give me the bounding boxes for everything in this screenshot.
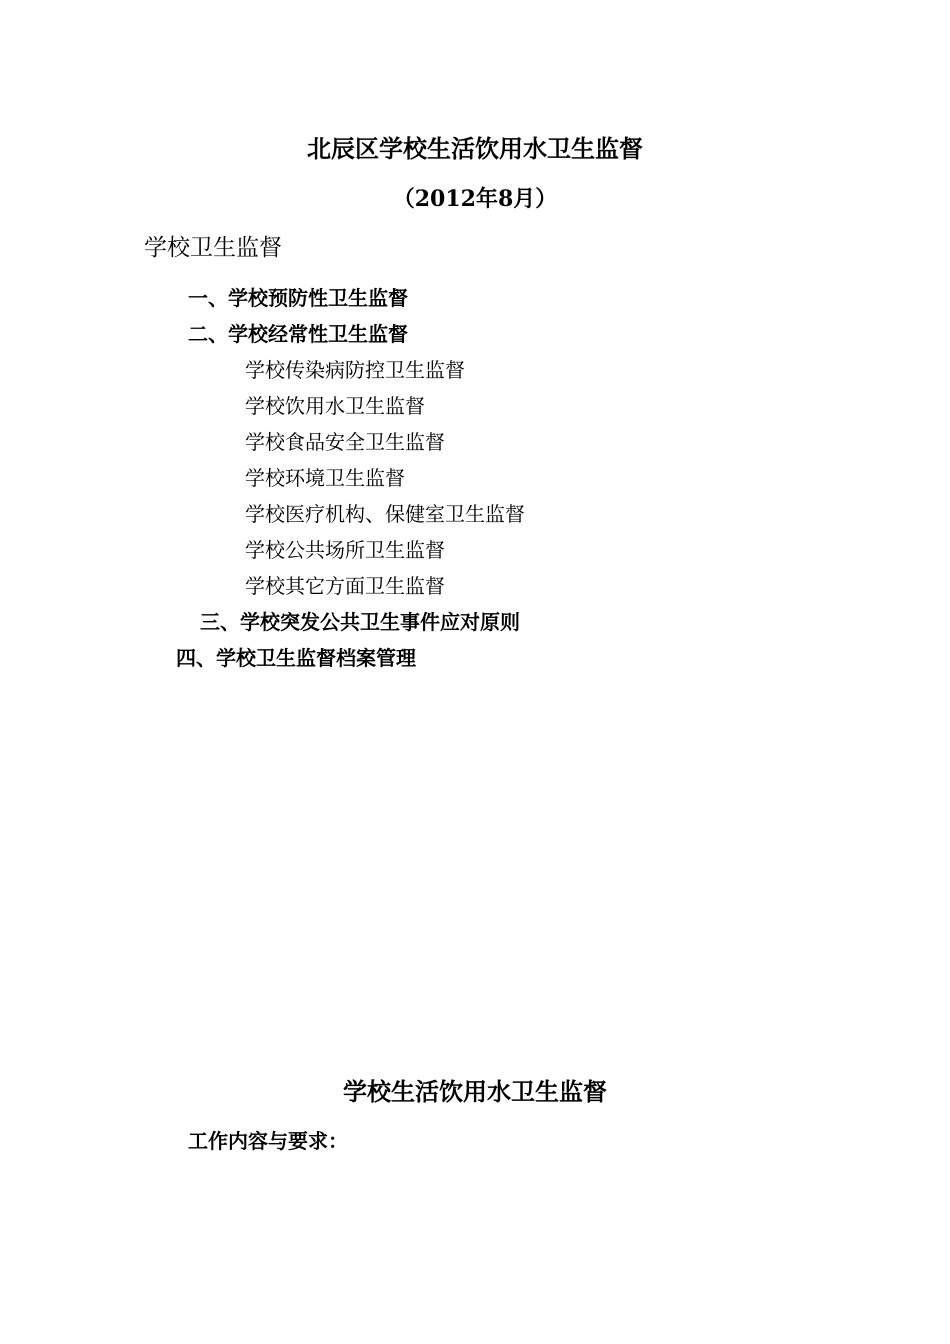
toc-sub-item: 学校医疗机构、保健室卫生监督 xyxy=(245,502,525,526)
toc-item-3: 三、学校突发公共卫生事件应对原则 xyxy=(200,610,520,634)
work-content-label: 工作内容与要求： xyxy=(188,1129,348,1153)
page2-title: 学校生活饮用水卫生监督 xyxy=(343,1077,607,1106)
document-date: （2012年8月） xyxy=(392,186,558,212)
toc-item-1: 一、学校预防性卫生监督 xyxy=(188,286,408,310)
toc-sub-item: 学校公共场所卫生监督 xyxy=(245,538,445,562)
toc-sub-item: 学校食品安全卫生监督 xyxy=(245,430,445,454)
toc-item-4: 四、学校卫生监督档案管理 xyxy=(176,646,416,670)
toc-sub-item: 学校饮用水卫生监督 xyxy=(245,394,425,418)
toc-sub-item: 学校环境卫生监督 xyxy=(245,466,405,490)
toc-sub-item: 学校其它方面卫生监督 xyxy=(245,574,445,598)
toc-sub-item: 学校传染病防控卫生监督 xyxy=(245,358,465,382)
toc-item-2: 二、学校经常性卫生监督 xyxy=(188,322,408,346)
section-heading: 学校卫生监督 xyxy=(144,235,282,261)
document-title: 北辰区学校生活饮用水卫生监督 xyxy=(307,134,643,163)
